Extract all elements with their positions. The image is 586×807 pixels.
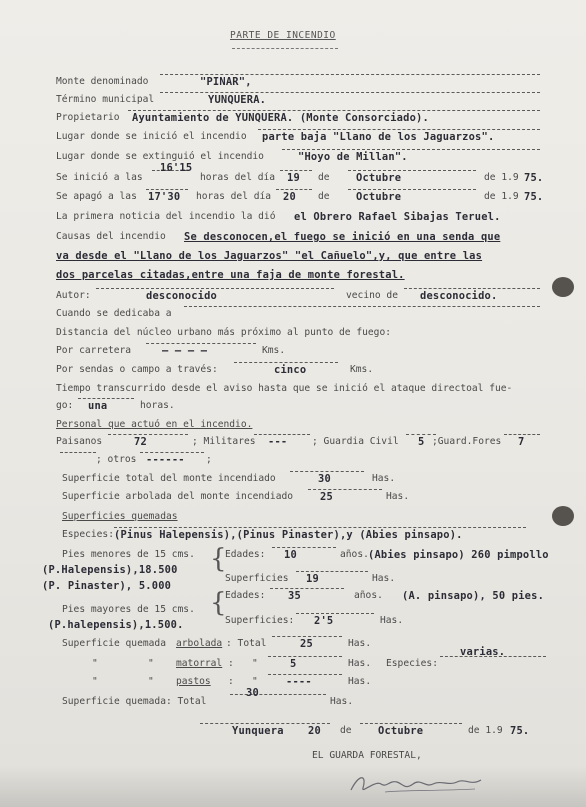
field-value: "PINAR", — [200, 76, 252, 88]
field-quemada-arbolada: Superficie quemada arbolada : Total 25 Has. — [62, 638, 372, 650]
field-otros: ; otros ------ ; — [0, 452, 586, 468]
field-dedicaba: Cuando se dedicaba a — [0, 306, 586, 322]
field-especies: Especies: (Pinus Halepensis),(Pinus Pinaster),y (Abies pinsapo). — [0, 527, 586, 543]
field-causas-3: dos parcelas citadas,entre una faja de monte forestal. — [56, 269, 405, 281]
field-pies-menores: Pies menores de 15 cms. Edades: 10 años. (Abies pinsapo) 260 pimpollo — [62, 549, 549, 561]
field-sendas: Por sendas o campo a través: cinco Kms. — [56, 364, 374, 376]
field-lugar-inicio: Lugar donde se inició el incendio parte baja "Llano de los Jaguarzos". — [0, 129, 586, 145]
field-distancia: Distancia del núcleo urbano más próximo al punto de fuego: — [56, 327, 392, 338]
field-pies-menores-3: (P. Pinaster), 5.000 — [42, 580, 172, 592]
field-quemada-matorral: " " matorral : " 5 Has. Especies: varias. — [0, 656, 586, 672]
field-label: Monte denominado — [56, 76, 149, 87]
field-causas-2: va desde el "Llano de los Jaguarzos" "el Cañuelo",y, que entre las — [56, 250, 483, 262]
field-sup-total: Superficie total del monte incendiado 30 Has. — [62, 473, 396, 485]
brace: { — [210, 544, 227, 574]
field-pies-menores-2: (P.Halepensis),18.500 — [42, 564, 178, 576]
field-inicio: Se inició a las 16'15 horas del día 19 de Octubre de 1.9 75. — [56, 162, 544, 184]
field-tiempo: Tiempo transcurrido desde el aviso hasta que se inició el ataque directoal fue- — [56, 383, 513, 394]
handwritten-signature — [345, 770, 495, 796]
signature-label: EL GUARDA FORESTAL, — [312, 750, 422, 761]
field-sup-arbolada: Superficie arbolada del monte incendiado 25 Has. — [62, 491, 410, 503]
field-fecha: Yunquera 20 de Octubre de 1.9 75. — [0, 723, 586, 739]
field-causas: Causas del incendio Se desconocen,el fuego se inició en una senda que — [56, 231, 501, 243]
document-title: PARTE DE INCENDIO — [230, 30, 336, 41]
field-pies-mayores-sup: Superficies: 2'5 Has. — [225, 615, 404, 627]
brace: { — [210, 588, 227, 618]
field-quemada-total: Superficie quemada: Total 30 Has. — [62, 687, 354, 707]
section-personal: Personal que actuó en el incendio. — [56, 419, 253, 430]
field-carretera: Por carretera – – – – Kms. — [56, 345, 286, 357]
field-monte — [0, 74, 586, 90]
field-quemada-pastos: " " pastos : " ---- Has. — [92, 676, 372, 688]
field-pies-mayores: Pies mayores de 15 cms. — [62, 604, 195, 615]
field-termino: Término municipal YUNQUERA. — [0, 92, 586, 108]
page-shadow — [0, 765, 586, 807]
section-sup-quemadas: Superficies quemadas — [62, 511, 178, 522]
field-pies-mayores-2: (P.halepensis),1.500. — [48, 619, 184, 631]
field-autor: Autor: desconocido vecino de desconocido. — [0, 288, 586, 304]
title-rule — [232, 48, 338, 49]
field-apagado: Se apagó a las 17'30 horas del día 20 de Octubre de 1.9 75. — [56, 191, 544, 203]
field-propietario: Propietario Ayuntamiento de YUNQUERA. (Monte Consorciado). — [0, 110, 586, 126]
field-lugar-extincion: Lugar donde se extinguió el incendio "Hoyo de Millan". — [0, 149, 586, 165]
field-pies-menores-sup: Superficies 19 Has. — [225, 573, 396, 585]
field-noticia: La primera noticia del incendio la dió el Obrero Rafael Sibajas Teruel. — [56, 211, 501, 223]
field-pies-mayores-edades: Edades: 35 años. (A. pinsapo), 50 pies. — [225, 590, 545, 602]
field-tiempo-2: go: una horas. — [56, 400, 175, 412]
field-personal: Paisanos 72 ; Militares --- ; Guardia Civil 5 ;Guard.Fores 7 — [0, 434, 586, 450]
